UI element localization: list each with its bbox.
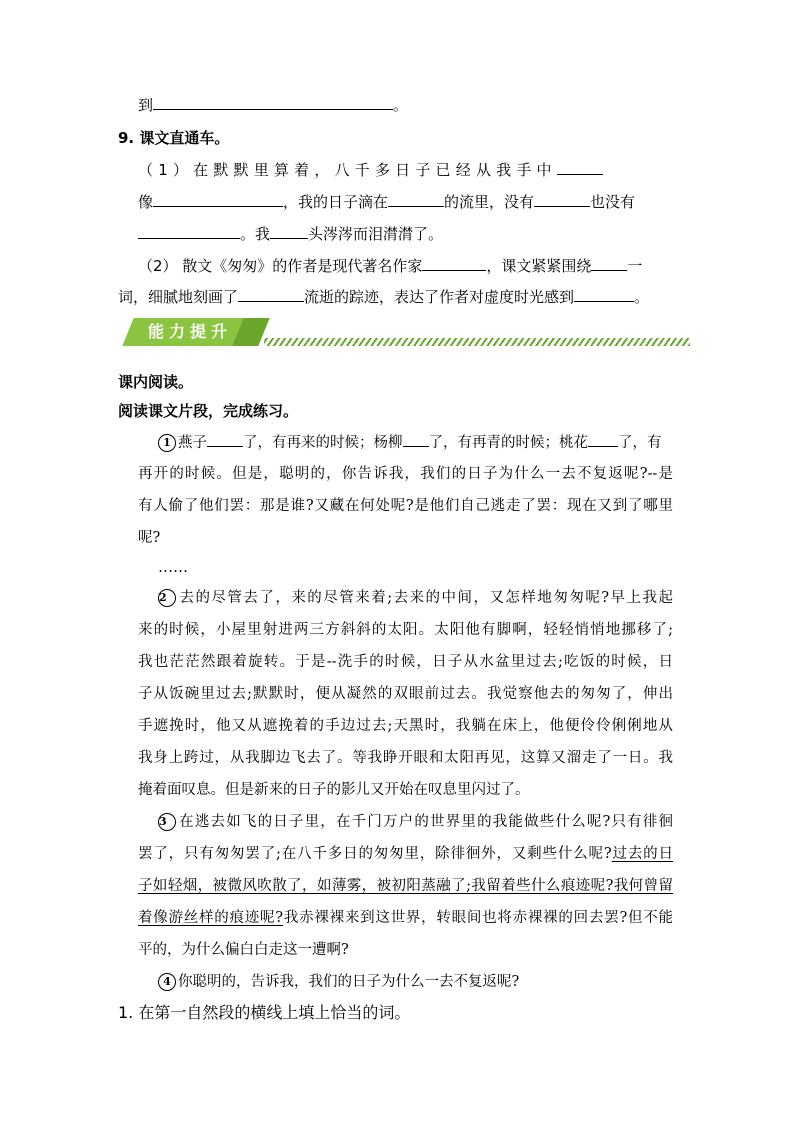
para4-line1: 4 你聪明的，告诉我，我们的日子为什么一去不复返呢? <box>158 972 519 992</box>
para2-line5: 手遮挽时，他又从遮挽着的手边过去;天黑时，我躺在床上，他便伶伶俐俐地从 <box>138 718 673 734</box>
q9-p1-line3: 。我 头涔涔而泪潸潸了。 <box>138 224 443 244</box>
para1-line4: 呢? <box>138 530 161 546</box>
q8-tail-line <box>138 95 408 115</box>
banner-stripes <box>264 338 690 346</box>
para-number-3: 3 <box>158 813 176 831</box>
q8-suffix: 。 <box>393 96 409 114</box>
q9-p2-line1: （2） 散文《匆匆》的作者是现代著名作家 ，课文紧紧围绕 一 <box>138 257 643 275</box>
section-banner <box>118 318 690 348</box>
para1-blank-2[interactable] <box>403 432 429 447</box>
q9-blank-2[interactable] <box>153 192 283 207</box>
para2-line1: 2 去的尽管去了，来的尽管来着;去来的中间，又怎样地匆匆呢?早上我起 <box>159 590 673 606</box>
para1-line2: 再开的时候。但是，聪明的，你告诉我，我们的日子为什么一去不复返呢?--是 <box>138 466 673 482</box>
banner-title: 能力提升 <box>148 322 233 341</box>
para1-line1: 1 燕子 了，有再来的时候；杨柳 了，有再青的时候；桃花 了，有 <box>158 432 662 453</box>
reading-question-1: 1. 在第一自然段的横线上填上恰当的词。 <box>118 1003 411 1022</box>
para-number-2: 2 <box>158 589 176 607</box>
q9-blank-8[interactable] <box>591 256 627 271</box>
q9-blank-10[interactable] <box>574 287 634 302</box>
para1-blank-1[interactable] <box>207 432 243 447</box>
para3-line3-underlined: 子如轻烟，被微风吹散了，如薄雾，被初阳蒸融了;我留着些什么痕迹呢?我何曾留 <box>138 878 673 894</box>
reading-heading-2: 阅读课文片段，完成练习。 <box>118 402 299 420</box>
q9-blank-5[interactable] <box>138 224 240 239</box>
ellipsis: …… <box>158 558 188 576</box>
q9-blank-9[interactable] <box>238 287 304 302</box>
q9-p1-line2: 像 ，我的日子滴在 的流里，没有 也没有 <box>138 193 636 211</box>
q9-p2-line2: 词，细腻地刻画了 流逝的踪迹，表达了作者对虚度时光感到 。 <box>118 288 650 306</box>
para-number-1: 1 <box>158 434 176 452</box>
q9-title: 9. 课文直通车。 <box>118 129 230 147</box>
para3-line1: 3 在逃去如飞的日子里，在千门万户的世界里的我能做些什么呢?只有徘徊 <box>159 814 673 830</box>
reading-heading-1: 课内阅读。 <box>118 373 194 391</box>
q9-blank-4[interactable] <box>534 192 590 207</box>
q9-blank-1[interactable] <box>557 160 603 175</box>
q9-blank-6[interactable] <box>270 224 308 239</box>
q9-p1-line1: （1）在默默里算着，八千多日子已经从我手中 <box>138 160 603 180</box>
q9-blank-3[interactable] <box>388 192 444 207</box>
para-number-4: 4 <box>158 973 176 991</box>
para2-line3: 我也茫茫然跟着旋转。于是--洗手的时候，日子从水盆里过去;吃饭的时候，日 <box>138 654 673 670</box>
para2-line2: 来的时候，小屋里射进两三方斜斜的太阳。太阳他有脚啊，轻轻悄悄地挪移了; <box>138 622 673 638</box>
para1-line3: 有人偷了他们罢：那是谁?又藏在何处呢?是他们自己逃走了罢：现在又到了哪里 <box>138 498 673 514</box>
para2-line4: 子从饭碗里过去;默默时，便从凝然的双眼前过去。我觉察他去的匆匆了，伸出 <box>138 686 673 702</box>
para2-line7: 掩着面叹息。但是新来的日子的影儿又开始在叹息里闪过了。 <box>138 782 530 798</box>
q8-prefix: 到 <box>138 96 154 114</box>
para3-line4: 着像游丝样的痕迹呢?我赤裸裸来到这世界，转眼间也将赤裸裸的回去罢?但不能 <box>138 910 673 926</box>
para3-line2: 罢了，只有匆匆罢了;在八千多日的匆匆里，除徘徊外，又剩些什么呢?过去的日 <box>138 846 673 862</box>
para1-blank-3[interactable] <box>588 432 618 447</box>
para3-line5: 平的，为什么偏白白走这一遭啊? <box>138 942 349 958</box>
para2-line6: 我身上跨过，从我脚边飞去了。等我睁开眼和太阳再见，这算又溜走了一日。我 <box>138 750 673 766</box>
q9-blank-7[interactable] <box>422 256 486 271</box>
q8-blank[interactable] <box>153 95 393 110</box>
